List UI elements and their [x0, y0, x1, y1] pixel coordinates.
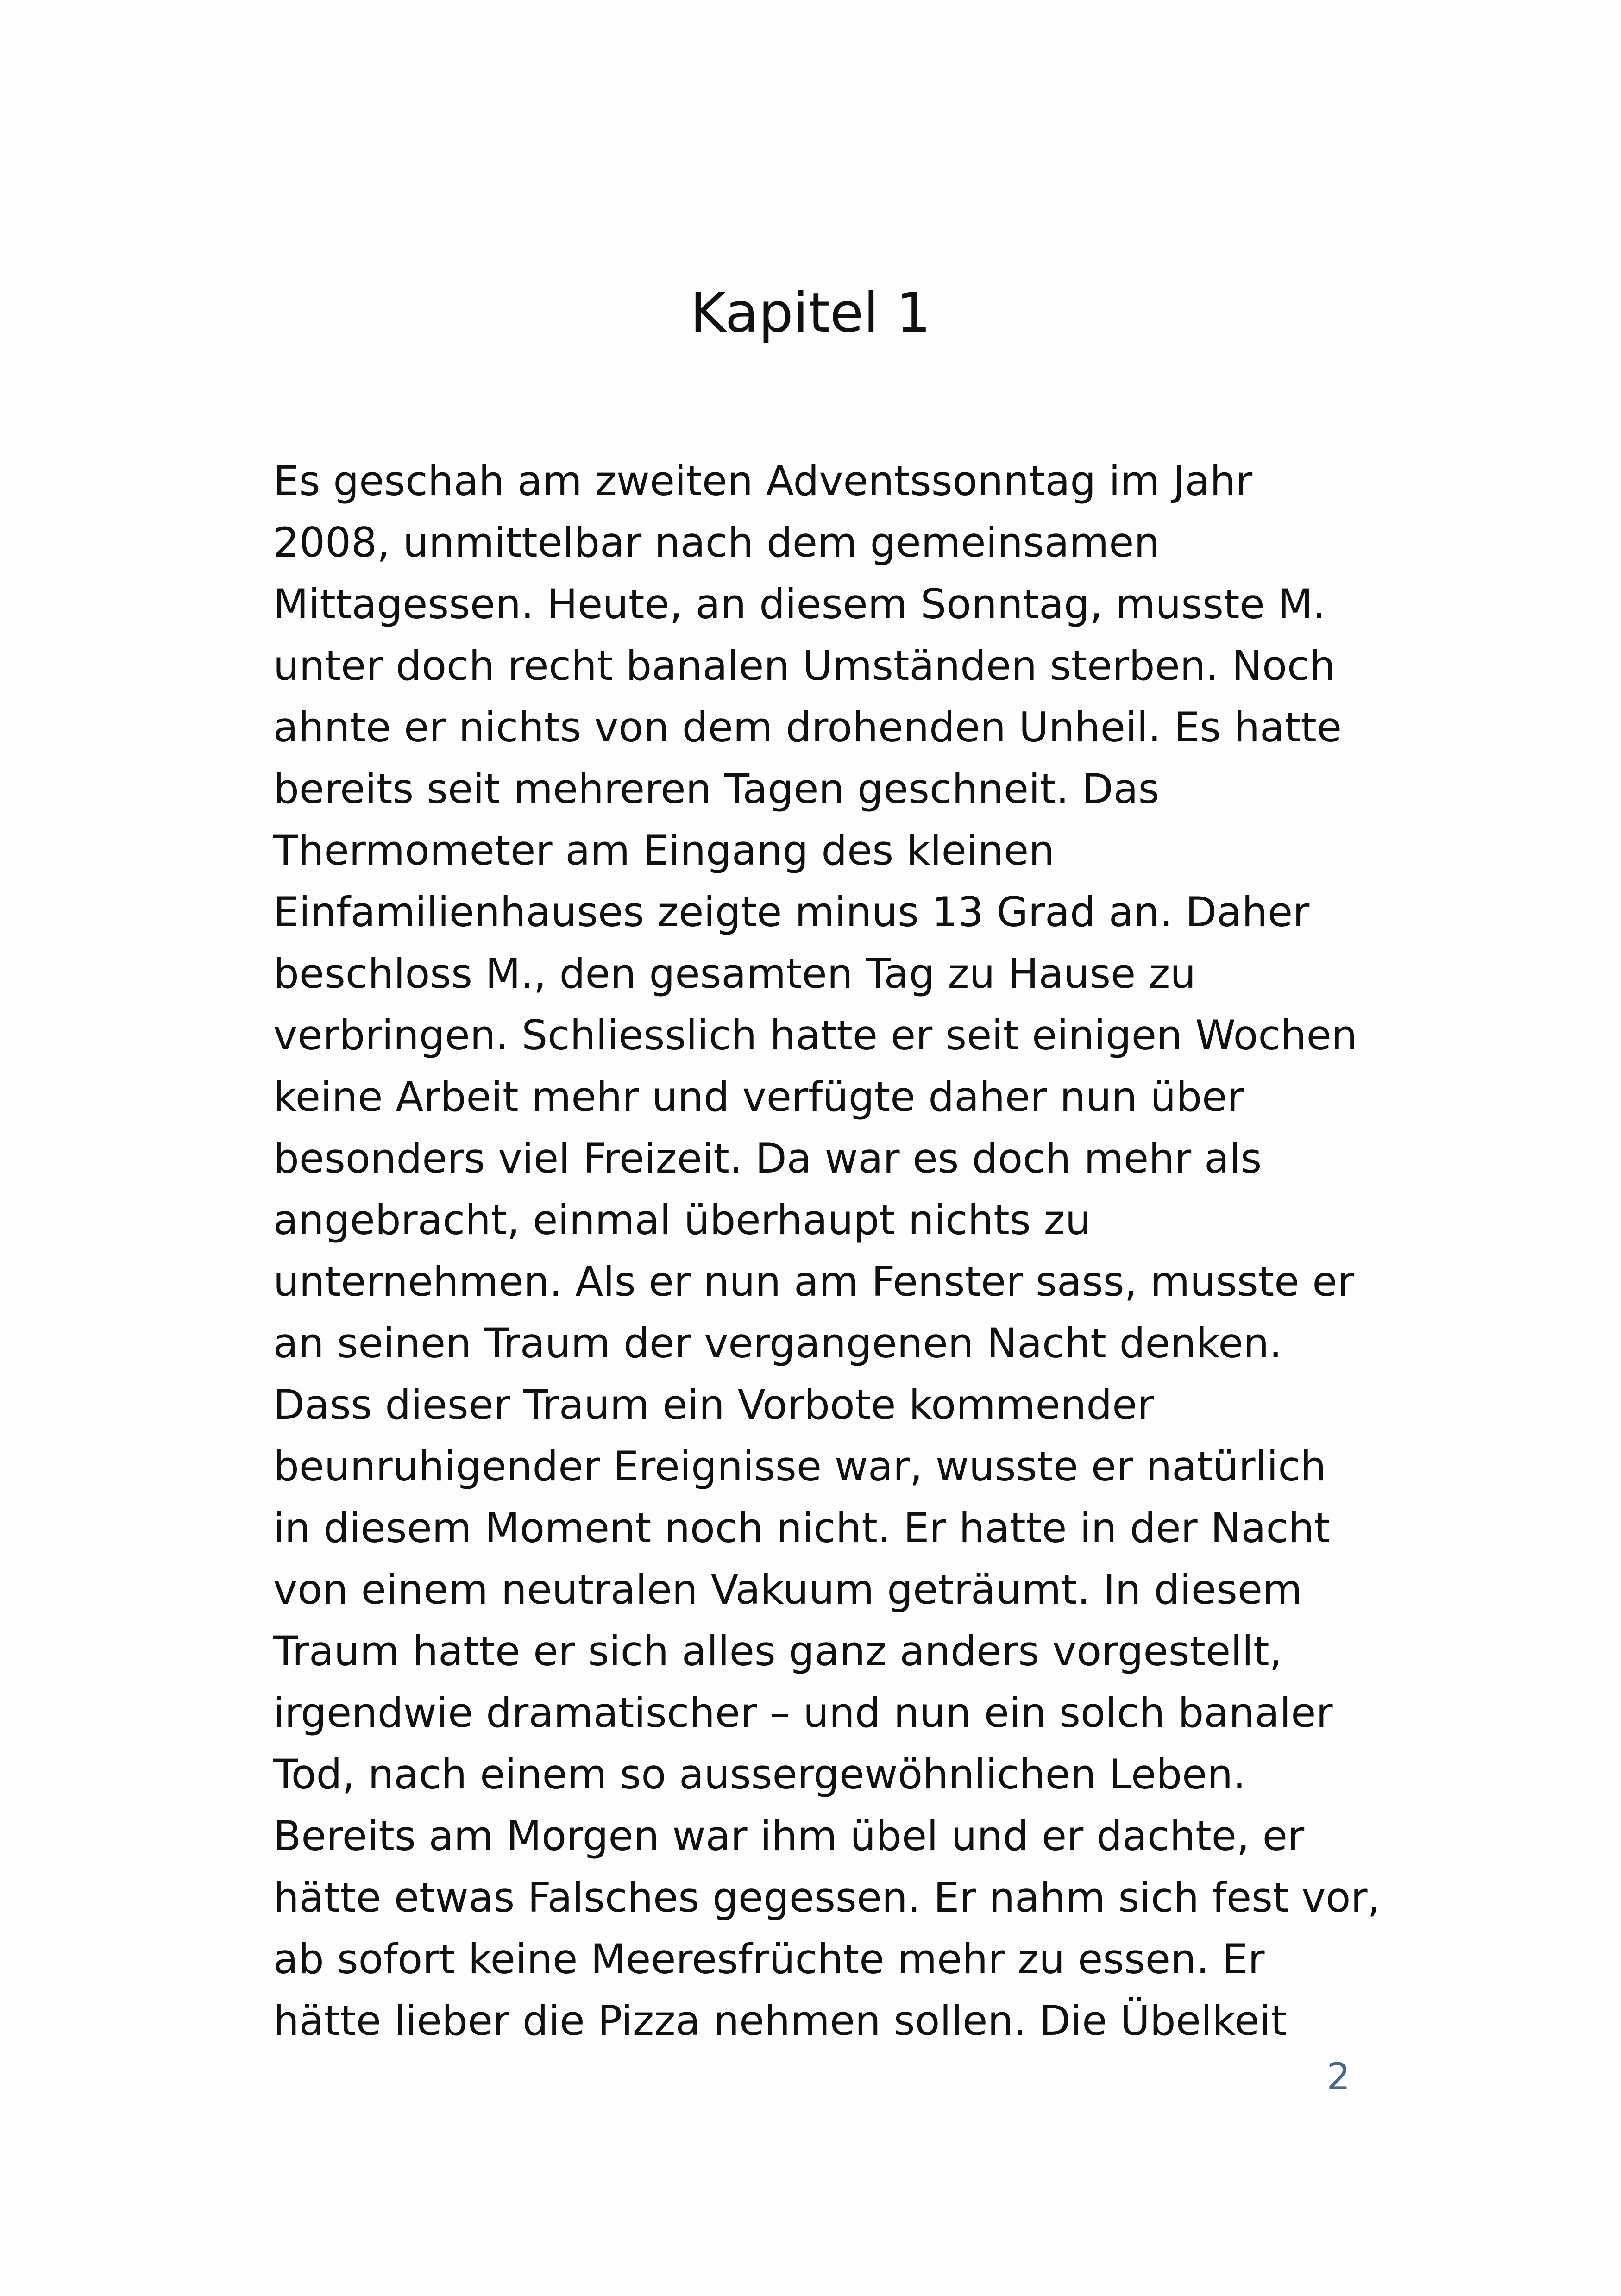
text-line: Traum hatte er sich alles ganz anders vorgestellt,	[273, 1627, 1282, 1675]
text-line: an seinen Traum der vergangenen Nacht denken.	[273, 1319, 1282, 1367]
text-line: hätte lieber die Pizza nehmen sollen. Die Übelkeit	[273, 1997, 1287, 2045]
text-line: Thermometer am Eingang des kleinen	[273, 827, 1055, 874]
text-line: hätte etwas Falsches gegessen. Er nahm sich fest vor,	[273, 1874, 1381, 1921]
text-line: Dass dieser Traum ein Vorbote kommender	[273, 1381, 1154, 1429]
text-line: von einem neutralen Vakuum geträumt. In diesem	[273, 1566, 1302, 1613]
text-line: Es geschah am zweiten Adventssonntag im Jahr	[273, 457, 1253, 505]
text-line: unternehmen. Als er nun am Fenster sass, musste er	[273, 1258, 1354, 1305]
text-line: bereits seit mehreren Tagen geschneit. Das	[273, 765, 1160, 813]
text-line: keine Arbeit mehr und verfügte daher nun über	[273, 1073, 1244, 1121]
text-line: Einfamilienhauses zeigte minus 13 Grad an. Daher	[273, 888, 1310, 936]
chapter-title: Kapitel 1	[690, 281, 931, 345]
text-line: Bereits am Morgen war ihm übel und er dachte, er	[273, 1812, 1305, 1860]
text-line: Mittagessen. Heute, an diesem Sonntag, musste M.	[273, 580, 1326, 628]
text-line: irgendwie dramatischer – und nun ein solch banaler	[273, 1689, 1333, 1737]
text-line: 2008, unmittelbar nach dem gemeinsamen	[273, 519, 1160, 566]
text-line: unter doch recht banalen Umständen sterben. Noch	[273, 642, 1336, 690]
text-line: ab sofort keine Meeresfrüchte mehr zu essen. Er	[273, 1935, 1265, 1983]
text-line: beunruhigender Ereignisse war, wusste er natürlich	[273, 1443, 1326, 1490]
text-line: Tod, nach einem so aussergewöhnlichen Leben.	[273, 1750, 1246, 1798]
text-line: ahnte er nichts von dem drohenden Unheil. Es hatte	[273, 703, 1342, 751]
body-text	[273, 450, 1385, 2051]
page-number: 2	[1326, 2055, 1351, 2098]
text-line: besonders viel Freizeit. Da war es doch mehr als	[273, 1135, 1262, 1182]
text-line: beschloss M., den gesamten Tag zu Hause zu	[273, 950, 1196, 997]
text-line: in diesem Moment noch nicht. Er hatte in der Nacht	[273, 1504, 1331, 1552]
text-line: verbringen. Schliesslich hatte er seit einigen Wochen	[273, 1011, 1357, 1059]
text-line: angebracht, einmal überhaupt nichts zu	[273, 1196, 1091, 1244]
